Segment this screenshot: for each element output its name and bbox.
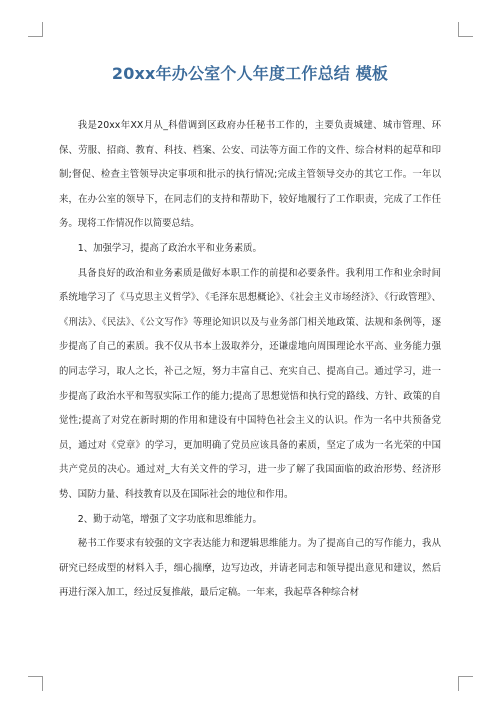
crop-mark-top-right [458,22,473,37]
crop-mark-bottom-right [458,676,473,691]
document-title: 20xx年办公室个人年度工作总结 模板 [111,64,389,83]
crop-mark-top-left [28,22,43,37]
paragraph-writing: 秘书工作要求有较强的文字表达能力和逻辑思维能力。为了提高自己的写作能力，我从研究已经成型的材料入手，细心揣摩，边写边改，并请老同志和领导提出意见和建议，然后再进行深入加工，经过反复推敲，最后定稿。一年来，我起草各种综合材 [59,538,441,599]
section-heading-2: 2、勤于动笔，增强了文字功底和思维能力。 [77,513,262,525]
section-heading-1: 1、加强学习，提高了政治水平和业务素质。 [77,242,262,254]
paragraph-intro: 我是20xx年XX月从_科借调到区政府办任秘书工作的，主要负责城建、城市管理、环保、劳服、招商、教育、科技、档案、公安、司法等方面工作的文件、综合材料的起草和印制;督促、检查主管领导决定事项和批示的执行情况;完成主管领导交办的其它工作。一年以来，在办公室的领导下，在同志们的支持和帮助下，较好地履行了工作职责，完成了工作任务。现将工作情况作以简要总结。 [59,120,441,230]
document-body [59,114,441,606]
crop-mark-bottom-left [28,676,43,691]
paragraph-study: 具备良好的政治和业务素质是做好本职工作的前提和必要条件。我利用工作和业余时间系统地学习了《马克思主义哲学》、《毛泽东思想概论》、《社会主义市场经济》、《行政管理》、《刑法》、《民法》、《公文写作》等理论知识以及与业务部门相关地政策、法规和条例等，逐步提高了自己的素质。我不仅从书本上汲取养分，还谦虚地向周围理论水平高、业务能力强的同志学习，取人之长，补己之短，努力丰富自己、充实自己、提高自己。通过学习，进一步提高了政治水平和驾驭实际工作的能力;提高了思想觉悟和执行党的路线、方针、政策的自觉性;提高了对党在新时期的作用和建设有中国特色社会主义的认识。作为一名中共预备党员，通过对《党章》的学习，更加明确了党员应该具备的素质，坚定了成为一名光荣的中国共产党员的决心。通过对_大有关文件的学习，进一步了解了我国面临的政治形势、经济形势、国防力量、科技教育以及在国际社会的地位和作用。 [59,267,441,500]
